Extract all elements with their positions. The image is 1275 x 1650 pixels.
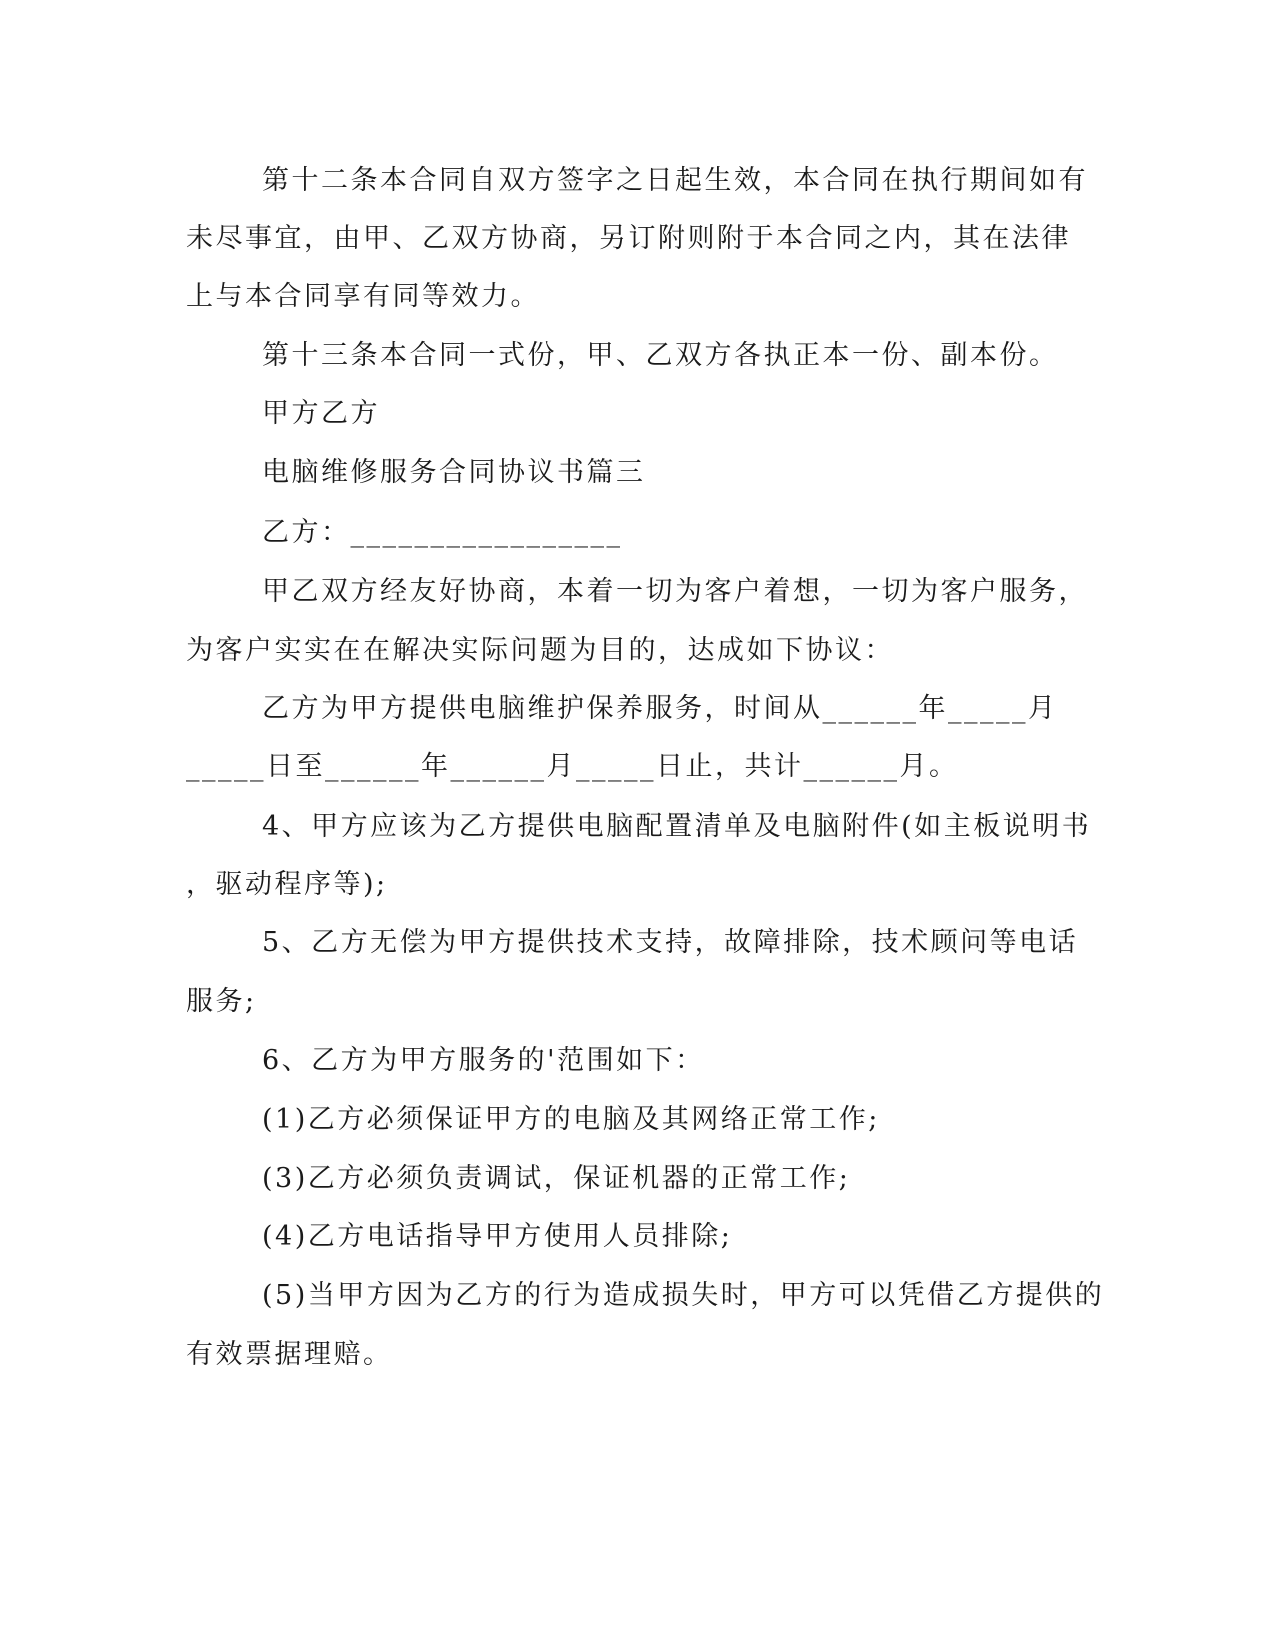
- item-1-line: (1)乙方必须保证甲方的电脑及其网络正常工作;: [262, 1104, 880, 1135]
- article-12-line-1: 第十二条本合同自双方签字之日起生效，本合同在执行期间如有: [262, 165, 1088, 196]
- clause-6-line: 6、乙方为甲方服务的'范围如下：: [262, 1045, 705, 1076]
- article-12-line-2: 未尽事宜，由甲、乙双方协商，另订附则附于本合同之内，其在法律: [186, 223, 1071, 254]
- item-5-line-2: 有效票据理赔。: [186, 1339, 393, 1370]
- clause-4-line-2: ，驱动程序等);: [186, 869, 388, 900]
- article-13-line: 第十三条本合同一式份，甲、乙双方各执正本一份、副本份。: [262, 340, 1059, 371]
- party-b-line: 乙方：_________________: [262, 517, 623, 548]
- article-12-line-3: 上与本合同享有同等效力。: [186, 281, 540, 312]
- section-heading: 电脑维修服务合同协议书篇三: [262, 457, 646, 488]
- clause-4-line-1: 4、甲方应该为乙方提供电脑配置清单及电脑附件(如主板说明书: [262, 811, 1092, 842]
- service-period-line-2: _____日至______年______月_____日止，共计______月。: [186, 751, 959, 782]
- service-period-line-1: 乙方为甲方提供电脑维护保养服务，时间从______年_____月: [262, 693, 1058, 724]
- item-4-line: (4)乙方电话指导甲方使用人员排除;: [262, 1221, 733, 1252]
- item-3-line: (3)乙方必须负责调试，保证机器的正常工作;: [262, 1163, 851, 1194]
- clause-5-line-1: 5、乙方无偿为甲方提供技术支持，故障排除，技术顾问等电话: [262, 927, 1079, 958]
- signatory-line: 甲方乙方: [262, 398, 380, 429]
- item-5-line-1: (5)当甲方因为乙方的行为造成损失时，甲方可以凭借乙方提供的: [262, 1280, 1105, 1311]
- intro-line-1: 甲乙双方经友好协商，本着一切为客户着想，一切为客户服务，: [262, 576, 1088, 607]
- intro-line-2: 为客户实实在在解决实际问题为目的，达成如下协议：: [186, 635, 894, 666]
- clause-5-line-2: 服务;: [186, 986, 257, 1017]
